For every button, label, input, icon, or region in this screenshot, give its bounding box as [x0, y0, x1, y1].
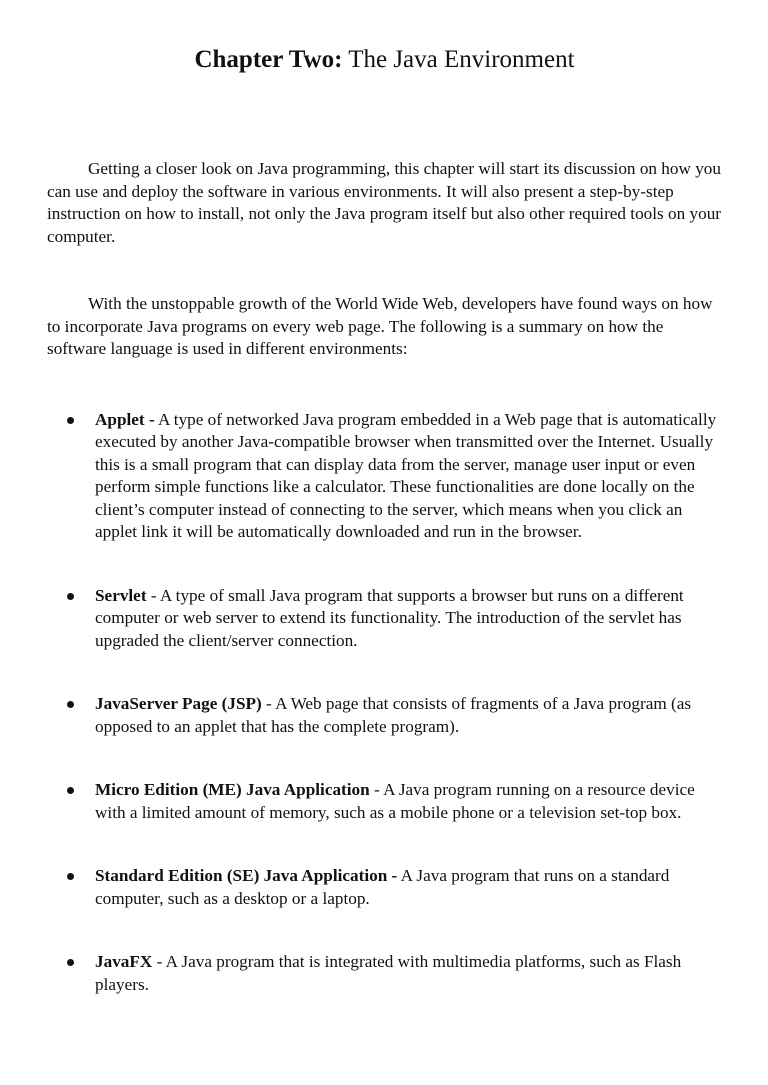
list-item-term: JavaServer Page (JSP) — [95, 694, 262, 713]
list-item-text: - A Java program running on a resource device with a limited amount of memory, such as a mobile phone or a television set-top box. — [95, 780, 695, 822]
list-item-text: - A type of small Java program that supports a browser but runs on a different computer or web server to extend its functionality. The introduction of the servlet has upgraded the client/server connection. — [95, 585, 684, 650]
list-item-term: Micro Edition (ME) Java Application — [95, 780, 370, 799]
list-item-jsp — [47, 693, 722, 738]
summary-paragraph: With the unstoppable growth of the World Wide Web, developers have found ways on how to incorporate Java programs on every web page. The following is a summary on how the software language is used in different environments: — [47, 294, 713, 358]
intro-paragraph: Getting a closer look on Java programming, this chapter will start its discussion on how you can use and deploy the software in various environments. It will also present a step-by-step instruction on how to install, not only the Java program itself but also other required tools on your computer. — [47, 159, 722, 246]
list-item-term: Servlet — [95, 585, 147, 605]
bullet-icon — [67, 873, 74, 880]
list-item-text: A type of networked Java program embedded in a Web page that is automatically executed by another Java-compatible browser when transmitted over the Internet. Usually this is a small program that can display data from the server, manage user input or even perform simple functions like a calculator. These functionalities are done locally on the client’s computer instead of connecting to the server, which means when you click an applet link it will be automatically downloaded and run in the browser. — [95, 409, 717, 541]
bullet-icon — [67, 593, 74, 600]
environment-list — [47, 409, 722, 997]
bullet-icon — [67, 417, 74, 424]
list-item-javafx — [47, 951, 722, 996]
list-item-standard-edition — [47, 865, 722, 910]
list-item-term: JavaFX — [95, 952, 153, 971]
bullet-icon — [67, 959, 74, 966]
list-item-applet — [47, 409, 722, 544]
list-item-text: A Java program that runs on a standard computer, such as a desktop or a laptop. — [95, 866, 670, 908]
list-item-servlet — [47, 585, 722, 653]
list-item-text: - A Java program that is integrated with multimedia platforms, such as Flash players. — [95, 952, 682, 994]
list-item-micro-edition — [47, 779, 722, 824]
page-title — [47, 0, 722, 76]
list-item-term: Applet - — [95, 409, 155, 429]
bullet-icon — [67, 701, 74, 708]
list-item-text: - A Web page that consists of fragments of a Java program (as opposed to an applet that has the complete program). — [95, 694, 692, 736]
title-rest: The Java Environment — [342, 46, 575, 73]
title-bold: Chapter Two: — [194, 46, 343, 73]
bullet-icon — [67, 787, 74, 794]
list-item-term: Standard Edition (SE) Java Application - — [95, 866, 398, 885]
